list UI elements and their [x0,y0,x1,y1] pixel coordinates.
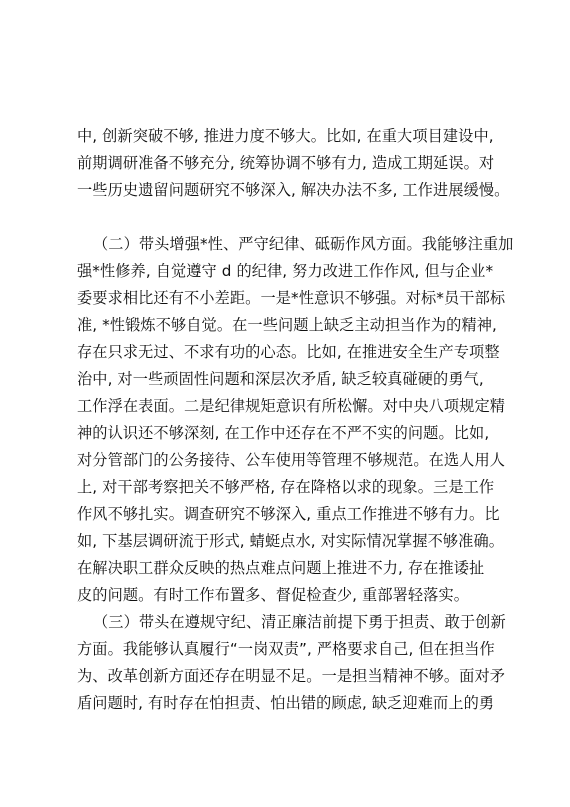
text-line: 强*性修养, 自觉遵守 d 的纪律, 努力改进工作作风, 但与企业* [77,262,494,280]
text-line: 如, 下基层调研流于形式, 蜻蜓点水, 对实际情况掌握不够准确。 [77,532,505,550]
section-heading-line: （二）带头增强*性、严守纪律、砥砺作风方面。我能够注重加 [93,235,514,253]
text-line: 神的认识还不够深刻, 在工作中还存在不严不实的问题。比如, [77,424,490,442]
text-line: 在解决职工群众反映的热点难点问题上推进不力, 存在推诿扯 [77,559,485,577]
text-line: 一些历史遗留问题研究不够深入, 解决办法不多, 工作进展缓慢。 [77,181,510,199]
text-line: 治中, 对一些顽固性问题和深层次矛盾, 缺乏较真碰硬的勇气, [77,370,484,388]
text-line: 委要求相比还有不小差距。一是*性意识不够强。对标*员干部标 [77,289,506,307]
text-line: 作风不够扎实。调查研究不够深入, 重点工作推进不够有力。比 [77,505,500,523]
text-line: 上, 对干部考察把关不够严格, 存在降格以求的现象。三是工作 [77,478,495,496]
text-line: 皮的问题。有时工作布置多、督促检查少, 重部署轻落实。 [77,586,470,604]
text-line: 前期调研准备不够充分, 统筹协调不够有力, 造成工期延误。对 [77,154,495,172]
text-line: 准, *性锻炼不够自觉。在一些问题上缺乏主动担当作为的精神, [77,316,497,334]
text-line: 对分管部门的公务接待、公车使用等管理不够规范。在选人用人 [77,451,506,469]
text-line: 中, 创新突破不够, 推进力度不够大。比如, 在重大项目建设中, [77,127,494,145]
text-line: 方面。我能够认真履行“一岗双责”, 严格要求自己, 但在担当作 [77,640,495,658]
text-line: 为、改革创新方面还存在明显不足。一是担当精神不够。面对矛 [77,667,506,685]
text-line: 盾问题时, 有时存在怕担责、怕出错的顾虑, 缺乏迎难而上的勇 [77,694,495,712]
section-heading-line: （三）带头在遵规守纪、清正廉洁前提下勇于担责、敢于创新 [93,613,506,631]
text-line: 工作浮在表面。二是纪律规矩意识有所松懈。对中央八项规定精 [77,397,506,415]
text-line: 存在只求无过、不求有功的心态。比如, 在推进安全生产专项整 [77,343,500,361]
